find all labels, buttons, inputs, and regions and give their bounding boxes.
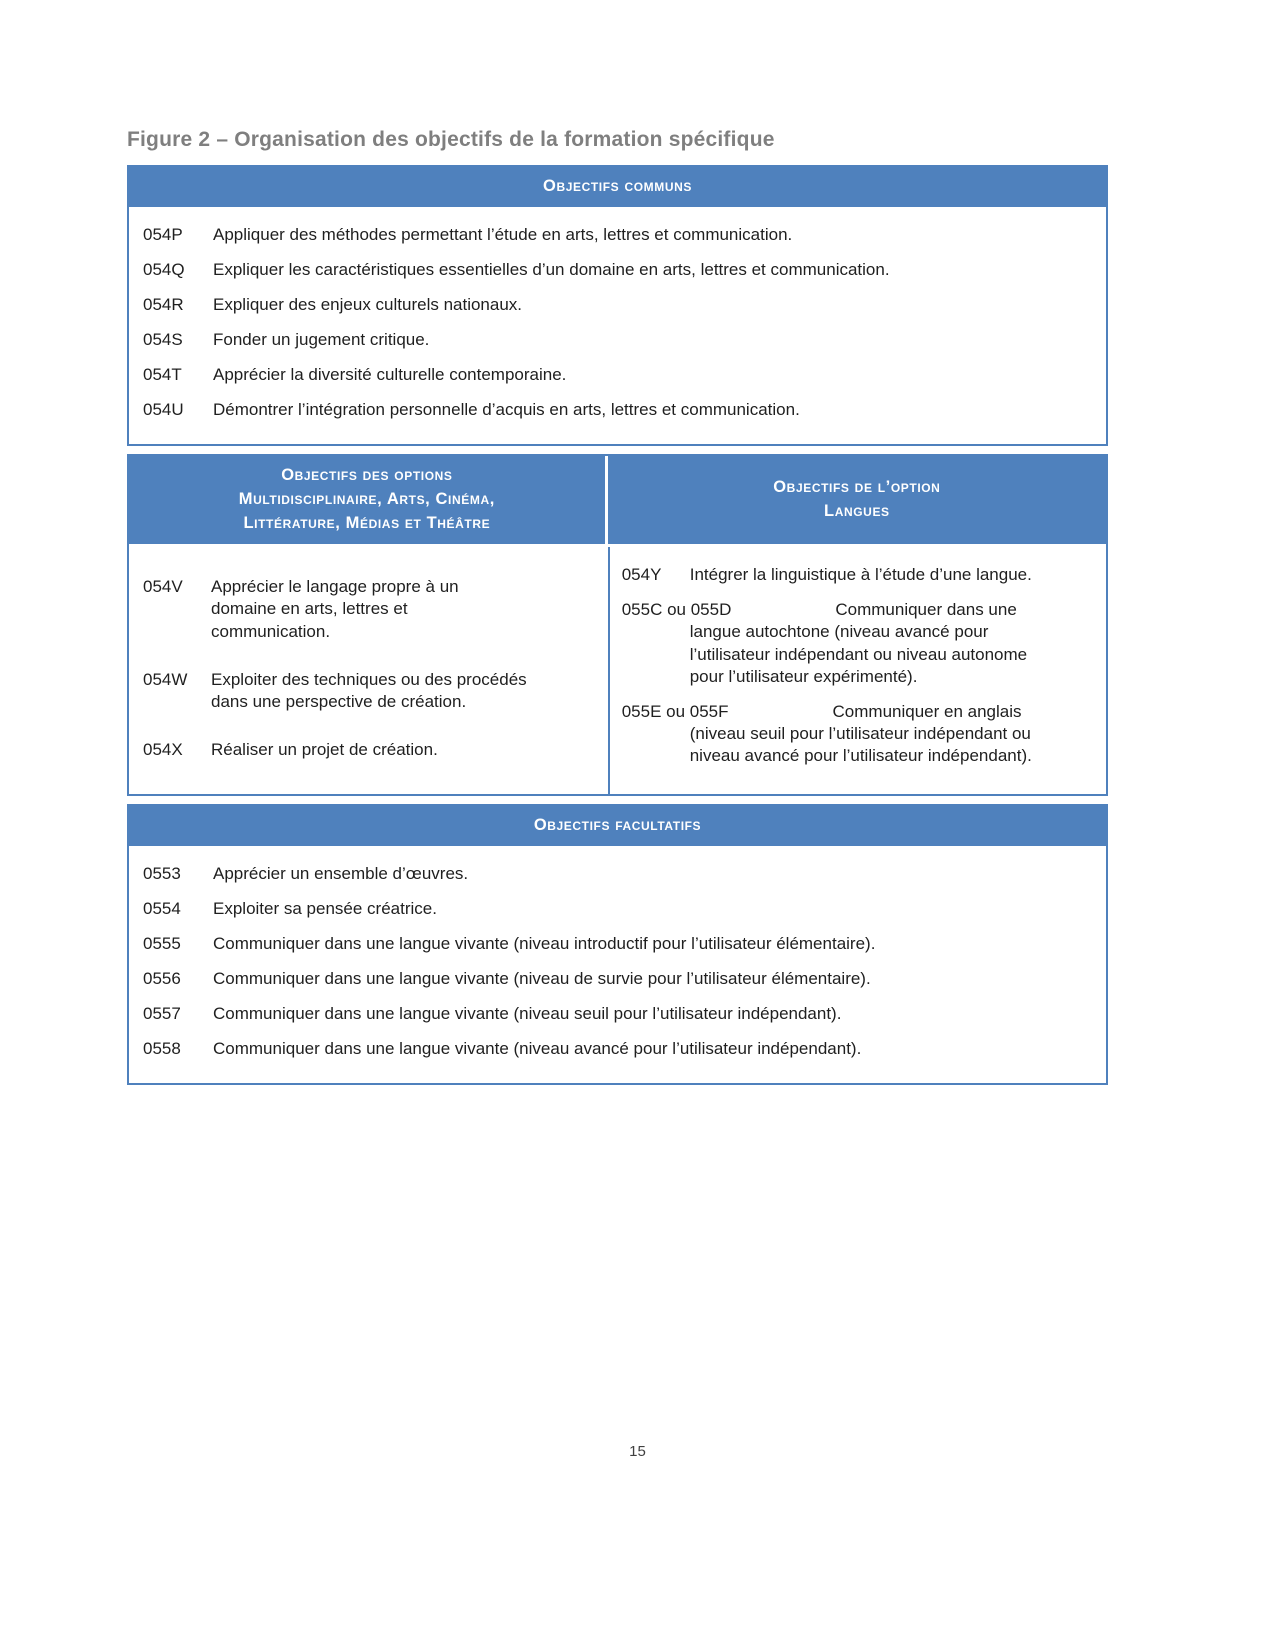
options-left-header-line: Littérature, Médias et Théâtre [243,514,491,533]
objective-text: Fonder un jugement critique. [213,330,430,350]
objective-text: Communiquer dans une langue vivante (niveau de survie pour l’utilisateur élémentaire). [213,969,871,989]
objective-item [622,599,1048,687]
objective-code: 0554 [143,899,181,919]
options-body [129,547,1106,794]
optional-body [129,846,1106,1084]
objective-code: 055C ou 055D [621,600,732,620]
objective-code: 054W [143,669,188,689]
objective-text: Apprécier la diversité culturelle contemporaine. [213,365,567,385]
section-objectifs-facultatifs [127,804,1108,1085]
optional-header: Objectifs facultatifs [129,806,1106,846]
options-right-header-line: Langues [824,502,890,521]
figure-title: Figure 2 – Organisation des objectifs de la formation spécifique [127,128,775,151]
objective-text: Communiquer dans une langue autochtone (niveau avancé pour l’utilisateur indépendant ou niveau autonome pour l’utilisateur expérimenté). [689,600,1028,686]
objective-code: 054Q [143,260,185,280]
objective-item [622,564,1048,586]
objective-code: 054X [143,739,183,759]
options-right-column [608,547,1106,794]
objective-code: 0557 [143,1004,181,1024]
objective-item [143,399,1092,421]
objective-code: 054V [143,577,183,597]
objective-code: 054T [143,365,182,385]
objective-code: 054P [143,224,183,244]
objective-code: 055E ou 055F [621,701,729,721]
objective-code: 0556 [143,969,181,989]
objective-code: 0553 [143,863,181,883]
objective-item [143,898,1092,920]
options-left-header-line: Multidisciplinaire, Arts, Cinéma, [238,490,495,509]
objective-item [143,259,1092,281]
objective-text: Communiquer en anglais (niveau seuil pour l’utilisateur indépendant ou niveau avancé pour l’utilisateur indépendant). [689,701,1032,765]
objective-code: 054S [143,330,183,350]
objective-code: 0555 [143,934,181,954]
objective-item [143,933,1092,955]
objective-item [622,701,1048,767]
options-right-header [608,456,1106,544]
options-left-header-line: Objectifs des options [281,466,453,485]
objective-item [143,669,528,713]
objective-text: Réaliser un projet de création. [211,739,438,759]
objective-text: Expliquer des enjeux culturels nationaux. [213,295,523,315]
objective-text: Apprécier un ensemble d’œuvres. [213,863,469,883]
objective-text: Exploiter sa pensée créatrice. [213,899,437,919]
page-number: 15 [629,1443,646,1460]
objective-text: Expliquer les caractéristiques essentielles d’un domaine en arts, lettres et communication. [213,260,890,280]
objective-item [143,1003,1092,1025]
document-page [127,128,1108,1093]
section-objectifs-options [127,454,1108,796]
objective-item [143,968,1092,990]
objective-code: 054Y [621,565,662,585]
objective-text: Démontrer l’intégration personnelle d’acquis en arts, lettres et communication. [213,400,800,420]
commons-header: Objectifs communs [129,167,1106,207]
objective-item [143,364,1092,386]
objective-code: 054U [143,400,184,420]
options-left-header [129,456,608,544]
section-objectifs-communs [127,165,1108,446]
objective-item [143,224,1092,246]
objective-text: Intégrer la linguistique à l’étude d’une langue. [689,565,1032,585]
options-right-header-line: Objectifs de l’option [773,478,941,497]
objective-item [143,294,1092,316]
objective-text: Apprécier le langage propre à un domaine en arts, lettres et communication. [211,577,459,641]
objective-item [143,1038,1092,1060]
objective-text: Exploiter des techniques ou des procédés dans une perspective de création. [211,669,527,711]
objective-text: Communiquer dans une langue vivante (niveau introductif pour l’utilisateur élémentaire). [213,934,876,954]
objective-item [143,739,528,761]
objective-text: Communiquer dans une langue vivante (niveau seuil pour l’utilisateur indépendant). [213,1004,842,1024]
objective-item [143,863,1092,885]
objective-code: 054R [143,295,184,315]
objective-item [143,329,1092,351]
options-header-row [129,456,1106,547]
objective-item [143,576,528,642]
commons-body [129,207,1106,445]
objective-code: 0558 [143,1039,181,1059]
objective-text: Communiquer dans une langue vivante (niveau avancé pour l’utilisateur indépendant). [213,1039,862,1059]
options-left-column [129,547,608,794]
objective-text: Appliquer des méthodes permettant l’étude en arts, lettres et communication. [213,224,793,244]
